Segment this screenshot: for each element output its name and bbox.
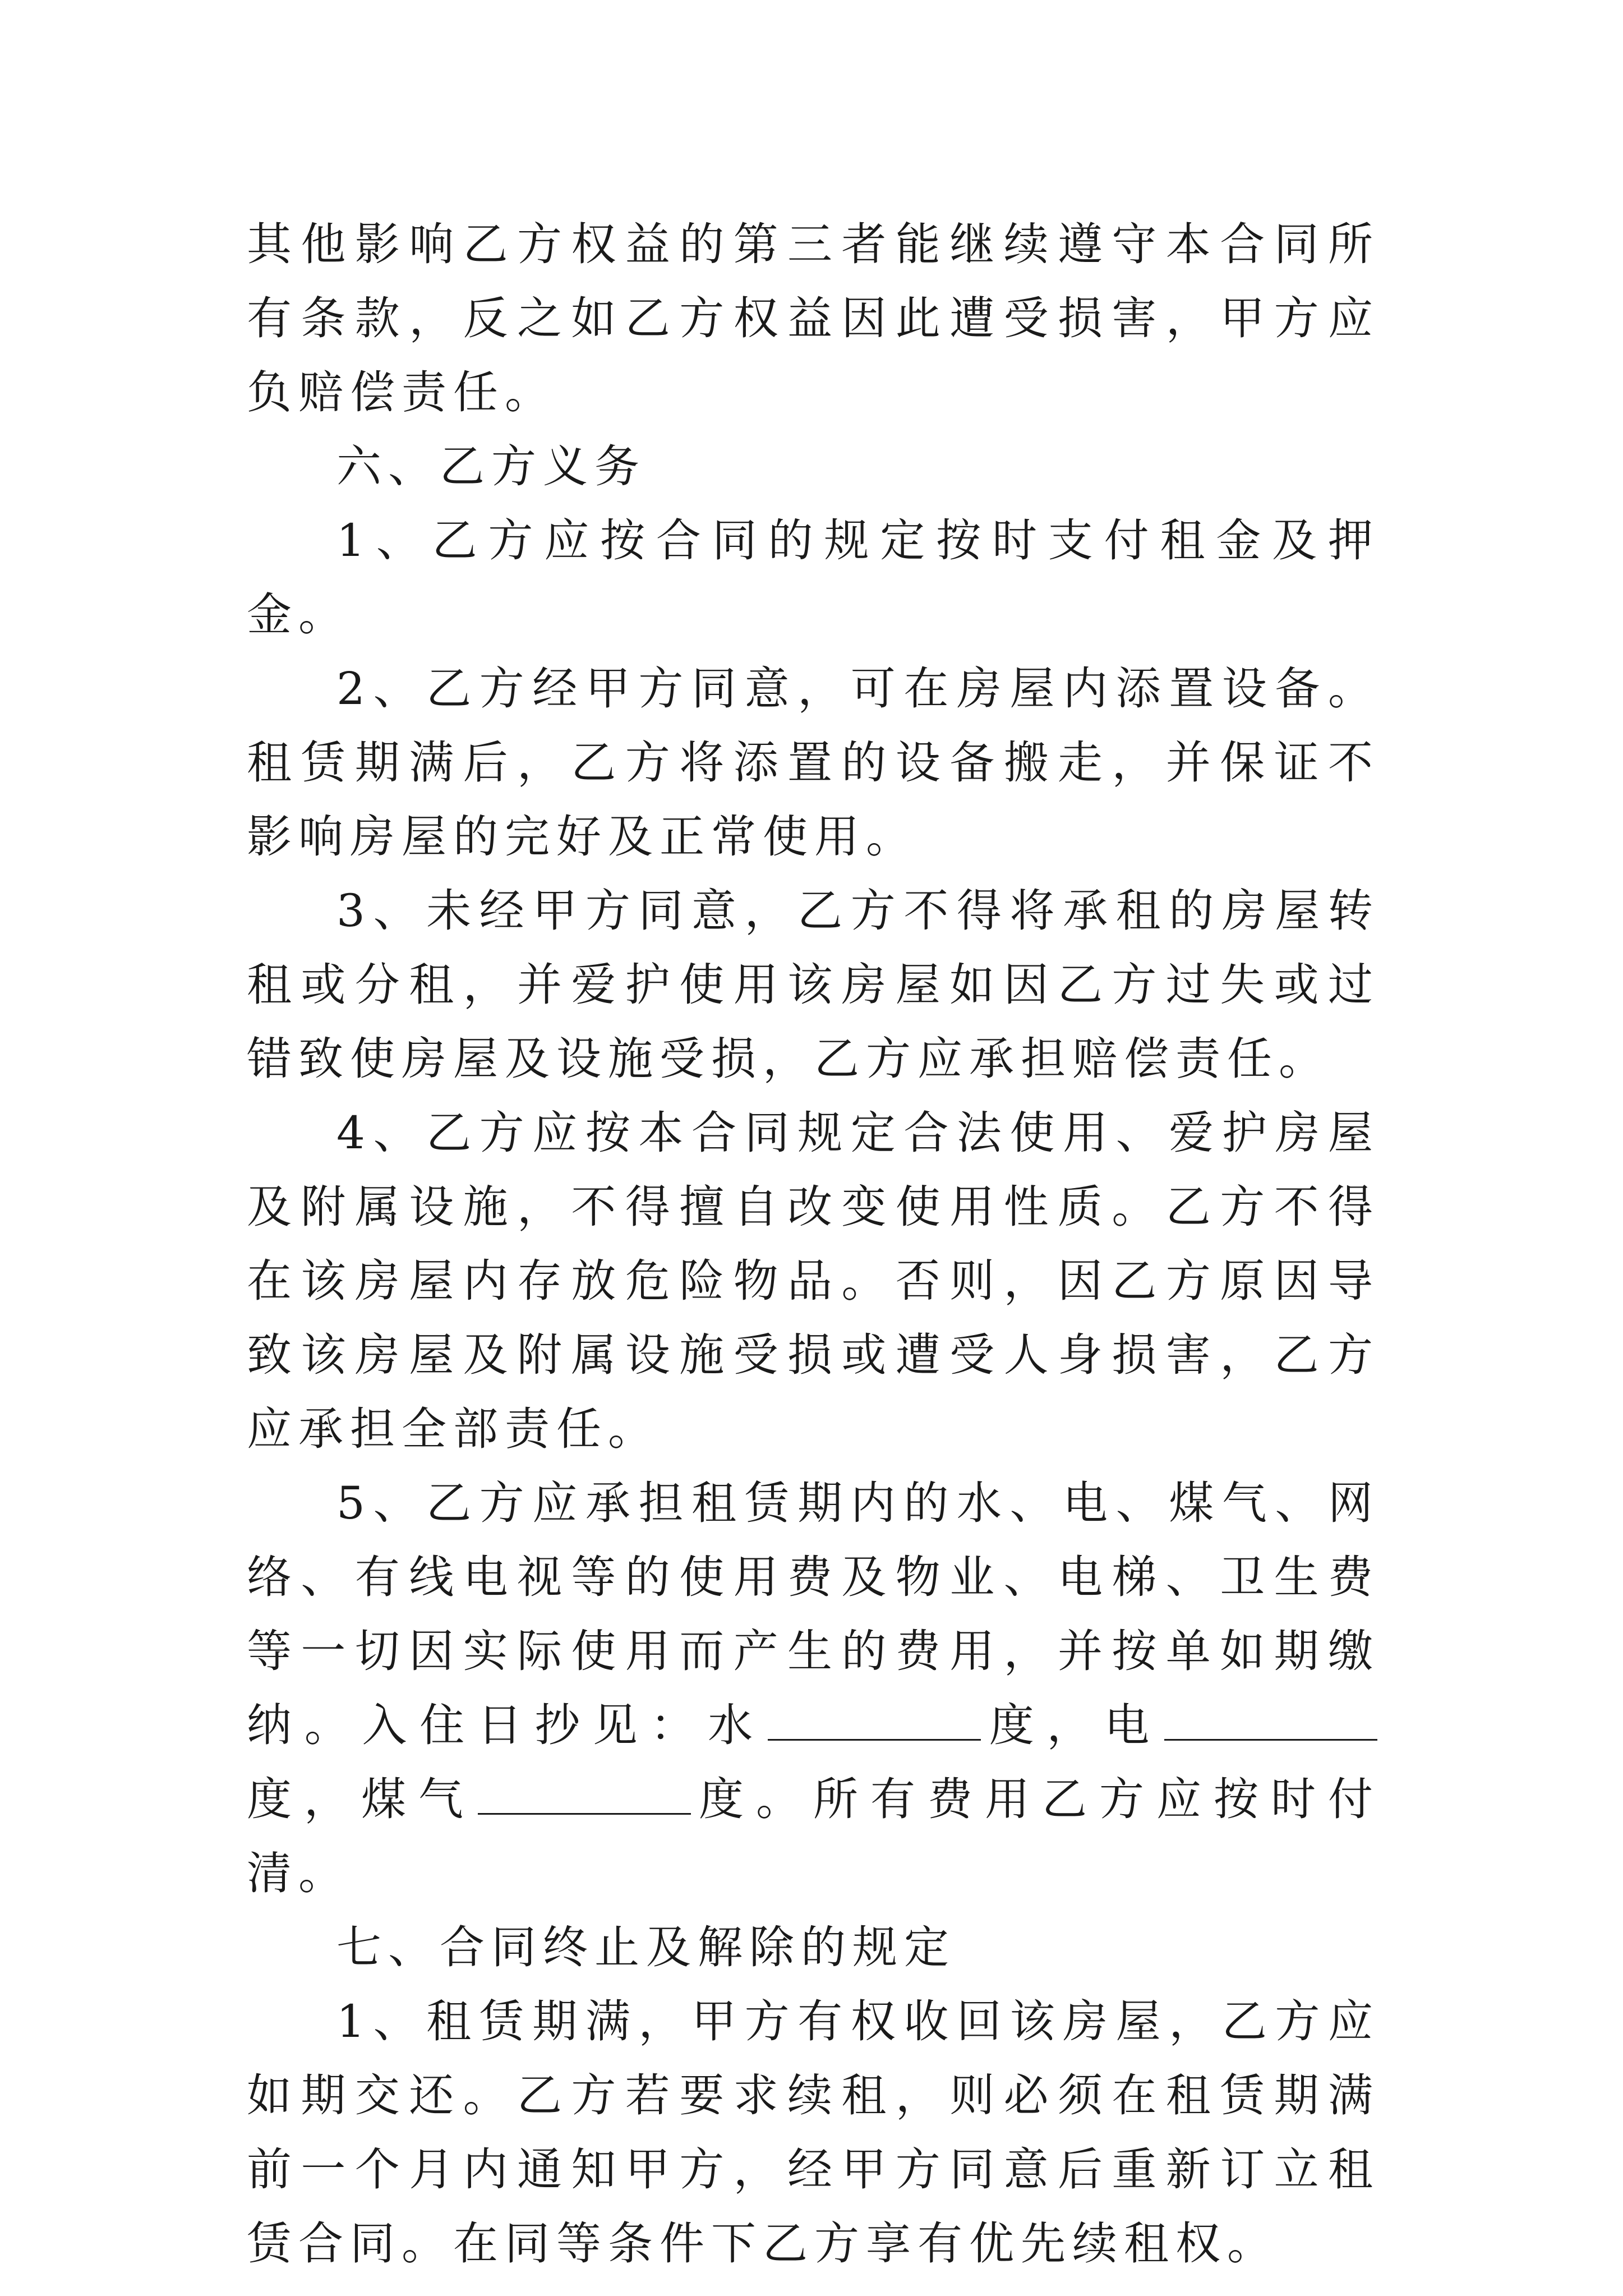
electricity-reading-blank bbox=[1164, 1694, 1377, 1741]
clause-6-5 bbox=[247, 1466, 1380, 1911]
clause-6-3: 3、未经甲方同意，乙方不得将承租的房屋转租或分租，并爱护使用该房屋如因乙方过失或过错致使房屋及设施受损，乙方应承担赔偿责任。 bbox=[247, 885, 1380, 1085]
clause-6-4: 4、乙方应按本合同规定合法使用、爱护房屋及附属设施，不得擅自改变使用性质。乙方不得在该房屋内存放危险物品。否则，因乙方原因导致该房屋及附属设施受损或遭受人身损害，乙方应承担全部责任。 bbox=[247, 1107, 1380, 1455]
clause-6-5-text-d: 度。所有费用乙方应按时付清。 bbox=[247, 1773, 1380, 1899]
clause-7-1: 1、租赁期满，甲方有权收回该房屋，乙方应如期交还。乙方若要求续租，则必须在租赁期满前一个月内通知甲方，经甲方同意后重新订立租赁合同。在同等条件下乙方享有优先续租权。 bbox=[247, 1995, 1380, 2270]
clause-6-5-text-c: 度，煤气 bbox=[247, 1773, 476, 1825]
clause-6-1: 1、乙方应按合同的规定按时支付租金及押金。 bbox=[247, 514, 1380, 641]
section-heading-party-b-obligations: 六、乙方义务 bbox=[336, 440, 646, 493]
clause-6-5-text-a: 5、乙方应承担租赁期内的水、电、煤气、网络、有线电视等的使用费及物业、电梯、卫生费等一切因实际使用而产生的费用，并按单如期缴纳。入住日抄见：水 bbox=[247, 1477, 1380, 1751]
clause-6-5-text-b: 度，电 bbox=[983, 1699, 1163, 1751]
gas-reading-blank bbox=[478, 1768, 691, 1815]
document-body bbox=[247, 208, 1380, 2281]
section-heading-termination: 七、合同终止及解除的规定 bbox=[336, 1921, 956, 1973]
clause-6-2: 2、乙方经甲方同意，可在房屋内添置设备。租赁期满后，乙方将添置的设备搬走，并保证不影响房屋的完好及正常使用。 bbox=[247, 662, 1380, 863]
water-reading-blank bbox=[768, 1694, 981, 1741]
paragraph-continuation: 其他影响乙方权益的第三者能继续遵守本合同所有条款，反之如乙方权益因此遭受损害，甲方应负赔偿责任。 bbox=[247, 218, 1380, 418]
